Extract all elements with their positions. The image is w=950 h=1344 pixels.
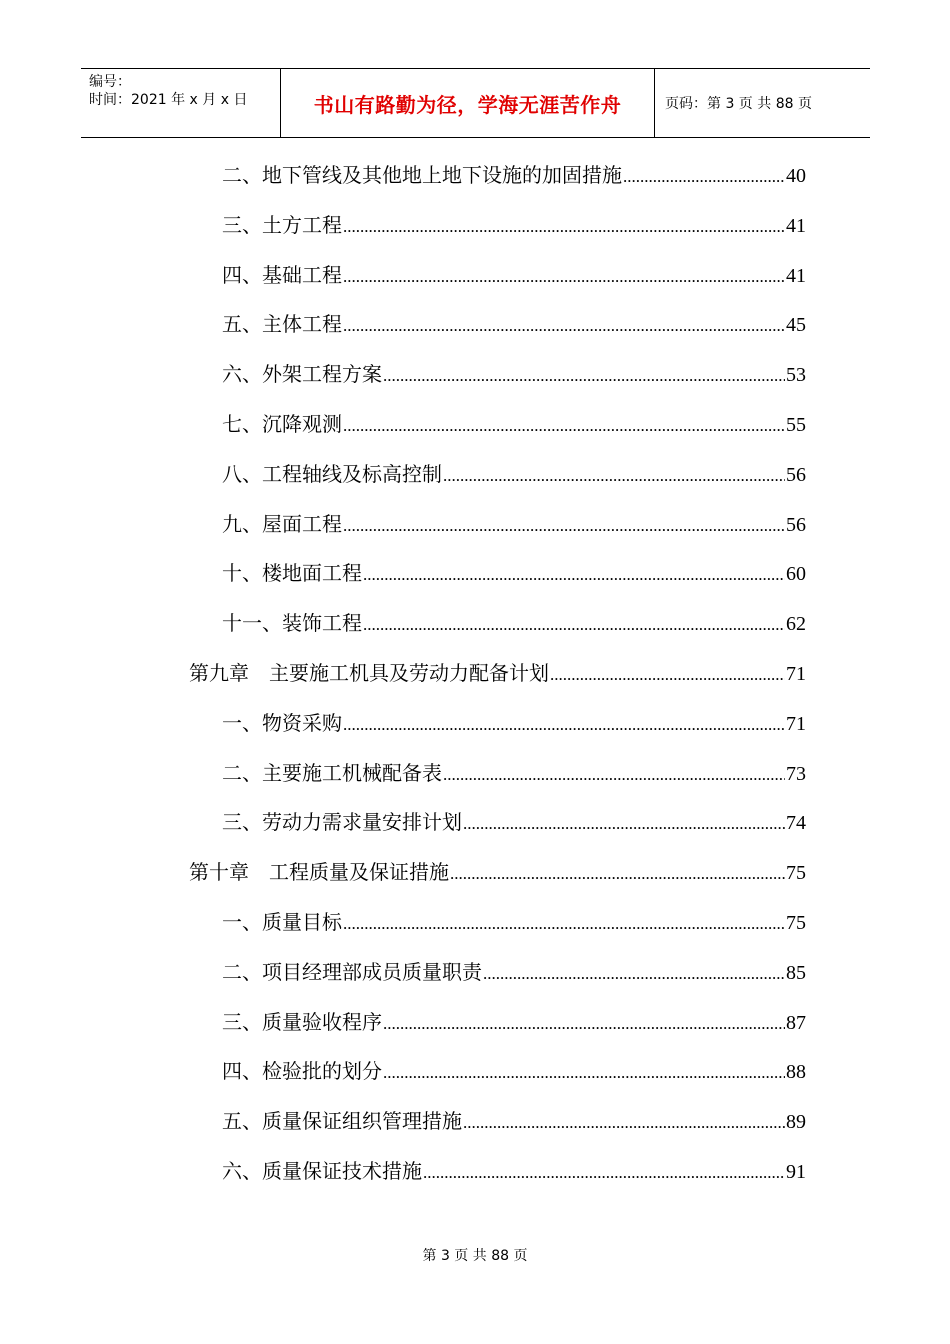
toc-leader-dots <box>450 859 785 889</box>
toc-entry-page: 45 <box>786 314 806 336</box>
toc-entry[interactable] <box>189 857 806 887</box>
toc-leader-dots <box>343 710 785 740</box>
toc-entry-page: 40 <box>786 165 806 187</box>
toc-entry-page: 60 <box>786 563 806 585</box>
toc-entry[interactable] <box>222 459 806 489</box>
toc-entry[interactable] <box>222 359 806 389</box>
document-number-label: 编号： <box>89 74 131 90</box>
toc-entry[interactable] <box>189 658 806 688</box>
toc-entry-page: 75 <box>786 912 806 934</box>
toc-entry[interactable] <box>222 1056 806 1086</box>
header-meta <box>81 69 281 137</box>
toc-entry-title: 九、屋面工程 <box>222 512 342 536</box>
toc-entry[interactable] <box>222 1106 806 1136</box>
toc-entry-title: 二、地下管线及其他地上地下设施的加固措施 <box>222 163 622 187</box>
header-motto-cell <box>281 69 655 137</box>
toc-entry-title: 十、楼地面工程 <box>222 561 362 585</box>
document-date: 时间：2021 年 x 月 x 日 <box>89 92 248 108</box>
toc-leader-dots <box>343 212 785 242</box>
toc-entry-page: 41 <box>786 215 806 237</box>
toc-entry-title: 四、基础工程 <box>222 263 342 287</box>
toc-entry[interactable] <box>222 1156 806 1186</box>
page-header <box>81 68 870 138</box>
toc-entry-page: 91 <box>786 1161 806 1183</box>
toc-entry-page: 41 <box>786 265 806 287</box>
toc-entry[interactable] <box>222 260 806 290</box>
toc-leader-dots <box>383 1058 785 1088</box>
toc-entry-page: 89 <box>786 1111 806 1133</box>
toc-entry-title: 第九章 主要施工机具及劳动力配备计划 <box>189 661 549 685</box>
toc-entry[interactable] <box>222 807 806 837</box>
toc-leader-dots <box>343 909 785 939</box>
toc-leader-dots <box>363 610 785 640</box>
toc-entry-page: 88 <box>786 1061 806 1083</box>
toc-entry[interactable] <box>222 608 806 638</box>
toc-leader-dots <box>383 361 785 391</box>
toc-entry[interactable] <box>222 210 806 240</box>
toc-entry-title: 第十章 工程质量及保证措施 <box>189 860 449 884</box>
toc-entry-title: 六、外架工程方案 <box>222 362 382 386</box>
toc-entry-page: 73 <box>786 763 806 785</box>
toc-entry-title: 七、沉降观测 <box>222 412 342 436</box>
toc-leader-dots <box>623 162 785 192</box>
toc-entry[interactable] <box>222 409 806 439</box>
toc-entry-title: 十一、装饰工程 <box>222 611 362 635</box>
toc-entry-page: 56 <box>786 514 806 536</box>
toc-entry-title: 八、工程轴线及标高控制 <box>222 462 442 486</box>
toc-leader-dots <box>443 461 785 491</box>
toc-entry-page: 85 <box>786 962 806 984</box>
toc-leader-dots <box>463 1108 785 1138</box>
toc-leader-dots <box>463 809 785 839</box>
toc-entry-title: 四、检验批的划分 <box>222 1059 382 1083</box>
header-motto: 书山有路勤为径，学海无涯苦作舟 <box>313 92 622 117</box>
toc-entry-title: 二、项目经理部成员质量职责 <box>222 960 482 984</box>
toc-entry-page: 74 <box>786 812 806 834</box>
toc-leader-dots <box>343 511 785 541</box>
toc-leader-dots <box>363 560 785 590</box>
toc-entry-title: 五、主体工程 <box>222 312 342 336</box>
toc-entry-page: 75 <box>786 862 806 884</box>
toc-leader-dots <box>423 1158 785 1188</box>
toc-leader-dots <box>383 1009 785 1039</box>
toc-entry[interactable] <box>222 309 806 339</box>
toc-entry-page: 62 <box>786 613 806 635</box>
toc-leader-dots <box>443 760 785 790</box>
toc-entry-title: 三、劳动力需求量安排计划 <box>222 810 462 834</box>
toc-leader-dots <box>343 411 785 441</box>
toc-leader-dots <box>343 311 785 341</box>
toc-entry-title: 一、质量目标 <box>222 910 342 934</box>
toc-entry-page: 87 <box>786 1012 806 1034</box>
toc-entry-title: 六、质量保证技术措施 <box>222 1159 422 1183</box>
toc-entry[interactable] <box>222 558 806 588</box>
toc-entry[interactable] <box>222 708 806 738</box>
toc-entry-title: 三、质量验收程序 <box>222 1010 382 1034</box>
toc-entry-page: 53 <box>786 364 806 386</box>
toc-leader-dots <box>343 262 785 292</box>
toc-entry-title: 二、主要施工机械配备表 <box>222 761 442 785</box>
page-footer: 第 3 页 共 88 页 <box>422 1248 528 1264</box>
toc-leader-dots <box>483 959 785 989</box>
toc-entry-page: 71 <box>786 713 806 735</box>
toc-leader-dots <box>550 660 785 690</box>
toc-entry[interactable] <box>222 160 806 190</box>
toc-entry[interactable] <box>222 1007 806 1037</box>
toc-entry[interactable] <box>222 758 806 788</box>
toc-entry-page: 55 <box>786 414 806 436</box>
header-page-info: 页码：第 3 页 共 88 页 <box>665 96 812 112</box>
toc-entry[interactable] <box>222 509 806 539</box>
toc-entry-title: 三、土方工程 <box>222 213 342 237</box>
toc-entry-title: 五、质量保证组织管理措施 <box>222 1109 462 1133</box>
toc-entry[interactable] <box>222 907 806 937</box>
toc-entry-page: 56 <box>786 464 806 486</box>
toc-entry-title: 一、物资采购 <box>222 711 342 735</box>
toc-entry-page: 71 <box>786 663 806 685</box>
toc-entry[interactable] <box>222 957 806 987</box>
